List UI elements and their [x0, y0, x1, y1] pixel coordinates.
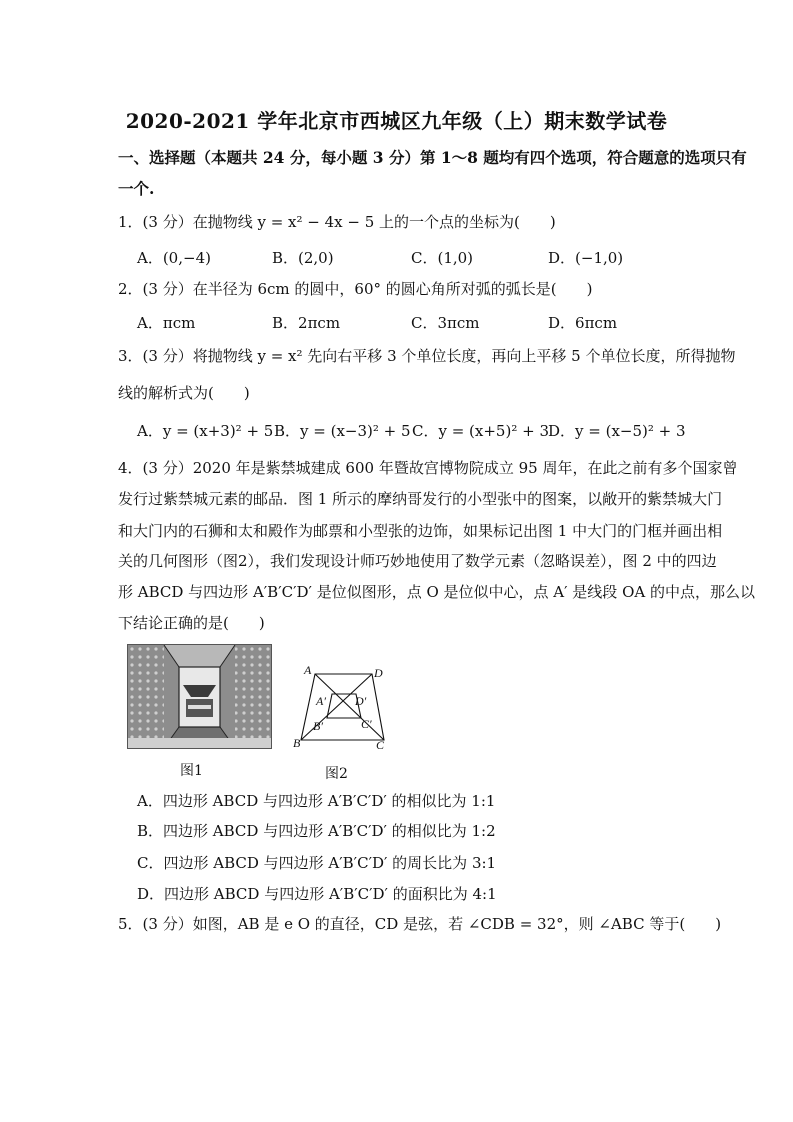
q2-option-c: C．3πcm	[411, 314, 480, 332]
q4-option-d: D．四边形 ABCD 与四边形 A′B′C′D′ 的面积比为 4:1	[137, 885, 497, 903]
q2-option-d: D．6πcm	[548, 314, 618, 332]
q1-option-b: B．(2,0)	[272, 249, 334, 267]
q2-option-a: A．πcm	[137, 314, 196, 332]
question-4-line3: 和大门内的石狮和太和殿作为邮票和小型张的边饰，如果标记出图 1 中大门的门框并画出相	[118, 522, 723, 540]
label-C: C	[376, 738, 385, 752]
page-title: 2020-2021 学年北京市西城区九年级（上）期末数学试卷	[125, 109, 668, 133]
question-4-line2: 发行过紫禁城元素的邮品．图 1 所示的摩纳哥发行的小型张中的图案，以敞开的紫禁城大门	[118, 490, 723, 508]
label-B-prime: B′	[313, 719, 323, 733]
figure-1-caption: 图1	[180, 763, 203, 779]
figure-1-photo	[127, 644, 272, 749]
figure-2-diagram	[290, 660, 400, 755]
section-heading-line2: 一个.	[118, 179, 155, 198]
question-4-line1: 4．(3 分）2020 年是紫禁城建成 600 年暨故宫博物院成立 95 周年，在此之前有多个国家曾	[118, 459, 738, 477]
q1-option-a: A．(0,−4)	[137, 249, 211, 267]
label-B: B	[293, 736, 301, 750]
q3-option-c: C．y = (x+5)² + 3	[412, 422, 549, 440]
label-A-prime: A′	[316, 694, 326, 708]
q1-option-c: C．(1,0)	[411, 249, 474, 267]
figure-2-caption: 图2	[325, 766, 348, 782]
q2-option-b: B．2πcm	[272, 314, 341, 332]
q3-option-a: A．y = (x+3)² + 5	[137, 422, 274, 440]
question-4-line4: 关的几何图形（图2），我们发现设计师巧妙地使用了数学元素（忽略误差），图 2 中的四边	[118, 552, 717, 570]
q4-option-a: A．四边形 ABCD 与四边形 A′B′C′D′ 的相似比为 1:1	[137, 792, 496, 810]
question-3-stem-line1: 3．(3 分）将抛物线 y = x² 先向右平移 3 个单位长度，再向上平移 5 个单位长度，所得抛物	[118, 347, 736, 365]
label-A: A	[304, 663, 312, 677]
question-2-stem: 2．(3 分）在半径为 6cm 的圆中，60° 的圆心角所对弧的弧长是( )	[118, 280, 593, 298]
q4-option-b: B．四边形 ABCD 与四边形 A′B′C′D′ 的相似比为 1:2	[137, 822, 496, 840]
label-C-prime: C′	[361, 717, 372, 731]
label-D-prime: D′	[355, 694, 367, 708]
question-4-line6: 下结论正确的是( )	[118, 614, 265, 632]
label-D: D	[374, 666, 383, 680]
q1-option-d: D．(−1,0)	[548, 249, 624, 267]
section-heading-line1: 一、选择题（本题共 24 分，每小题 3 分）第 1～8 题均有四个选项，符合题意的选项只有	[118, 148, 747, 167]
question-4-line5: 形 ABCD 与四边形 A′B′C′D′ 是位似图形，点 O 是位似中心，点 A′ 是线段 OA 的中点，那么以	[118, 583, 755, 601]
question-5-stem: 5．(3 分）如图，AB 是 e O 的直径，CD 是弦，若 ∠CDB = 32°，则 ∠ABC 等于( )	[118, 915, 722, 933]
q3-option-d: D．y = (x−5)² + 3	[548, 422, 686, 440]
q3-option-b: B．y = (x−3)² + 5	[274, 422, 411, 440]
q4-option-c: C．四边形 ABCD 与四边形 A′B′C′D′ 的周长比为 3:1	[137, 854, 497, 872]
question-3-stem-line2: 线的解析式为( )	[118, 384, 250, 402]
question-1-stem: 1．(3 分）在抛物线 y = x² − 4x − 5 上的一个点的坐标为( )	[118, 213, 556, 231]
